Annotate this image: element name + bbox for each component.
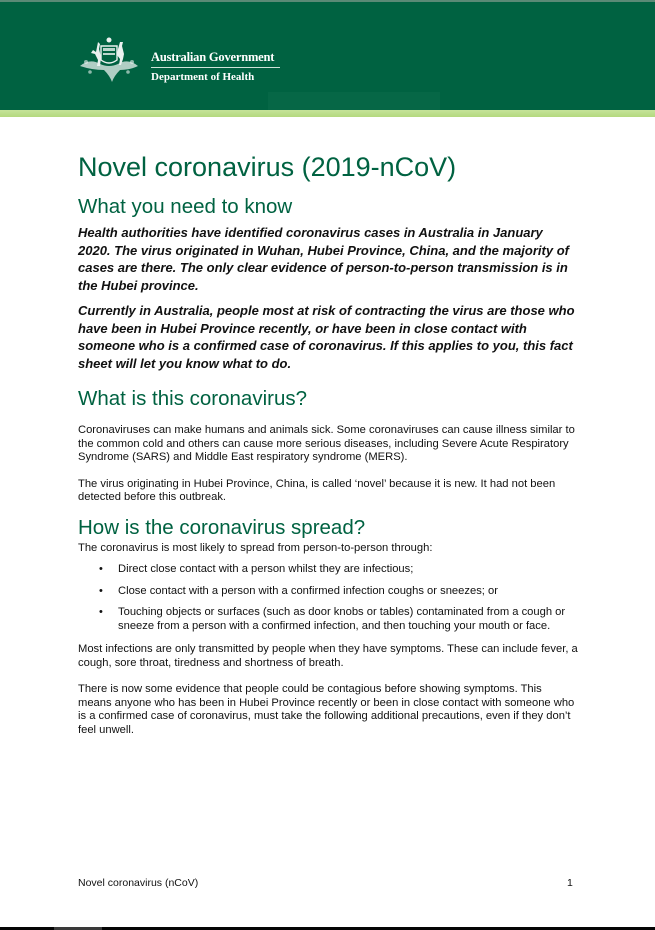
lead-paragraph: Currently in Australia, people most at risk of contracting the virus are those who have been in Hubei Province recently, or have been in close contact with someone who is a confirmed case of coronavirus. If this applies to you, this fact sheet will let you know what to do. — [78, 303, 575, 371]
bullet-icon: • — [99, 584, 103, 597]
document-title: Novel coronavirus (2019-nCoV) — [78, 152, 457, 182]
body-paragraph: Most infections are only transmitted by people when they have symptoms. These can include fever, a cough, sore throat, tiredness and shortness of breath. — [78, 643, 578, 669]
list-item — [78, 563, 578, 577]
body-paragraph: The coronavirus is most likely to spread from person-to-person through: — [78, 541, 433, 554]
transmission-bullet-list — [78, 563, 578, 633]
footer-document-title: Novel coronavirus (nCoV) — [78, 877, 199, 889]
department-name: Department of Health — [151, 71, 255, 83]
list-item-text: Direct close contact with a person whilst they are infectious; — [118, 563, 414, 575]
body-paragraph: The virus originating in Hubei Province, China, is called ‘novel’ because it is new. It had not been detected before this outbreak. — [78, 477, 556, 503]
bullet-icon: • — [99, 563, 103, 575]
coat-of-arms-icon — [76, 36, 142, 86]
lead-paragraph: Health authorities have identified coronavirus cases in Australia in January 2020. The virus originated in Wuhan, Hubei Province, China, and the majority of cases are there. The only clear evidence of person-to-person transmission is in the Hubei province. — [78, 225, 569, 293]
body-paragraph: Coronaviruses can make humans and animals sick. Some coronaviruses can cause illness similar to the common cold and others can cause more serious diseases, including Severe Acute Respiratory Syndrome (SARS) and Middle East respiratory syndrome (MERS). — [78, 424, 575, 463]
body-paragraph: There is now some evidence that people could be contagious before showing symptoms. This means anyone who has been in Hubei Province recently or been in close contact with someone who is a confirmed case of coronavirus, must take the following additional precautions, even if they don’t feel unwell. — [78, 683, 575, 736]
logo-divider — [151, 67, 280, 68]
footer-page-number: 1 — [567, 877, 573, 889]
section-heading-what-is-this-coronavirus: What is this coronavirus? — [78, 387, 308, 410]
document-body — [78, 150, 578, 737]
organisation-name: Australian Government — [151, 50, 275, 64]
section-heading-what-you-need-to-know: What you need to know — [78, 195, 293, 218]
list-item — [78, 606, 578, 633]
list-item-text: Close contact with a person with a confirmed infection coughs or sneezes; or — [118, 584, 498, 597]
bullet-icon: • — [99, 606, 103, 618]
section-heading-how-is-it-spread: How is the coronavirus spread? — [78, 515, 366, 539]
list-item — [78, 585, 578, 599]
list-item-text: Touching objects or surfaces (such as door knobs or tables) contaminated from a cough or sneeze from a person with a confirmed infection, and then touching your mouth or face. — [118, 606, 566, 632]
header-faint-overlay — [268, 92, 440, 110]
header-accent-stripe — [0, 110, 655, 117]
